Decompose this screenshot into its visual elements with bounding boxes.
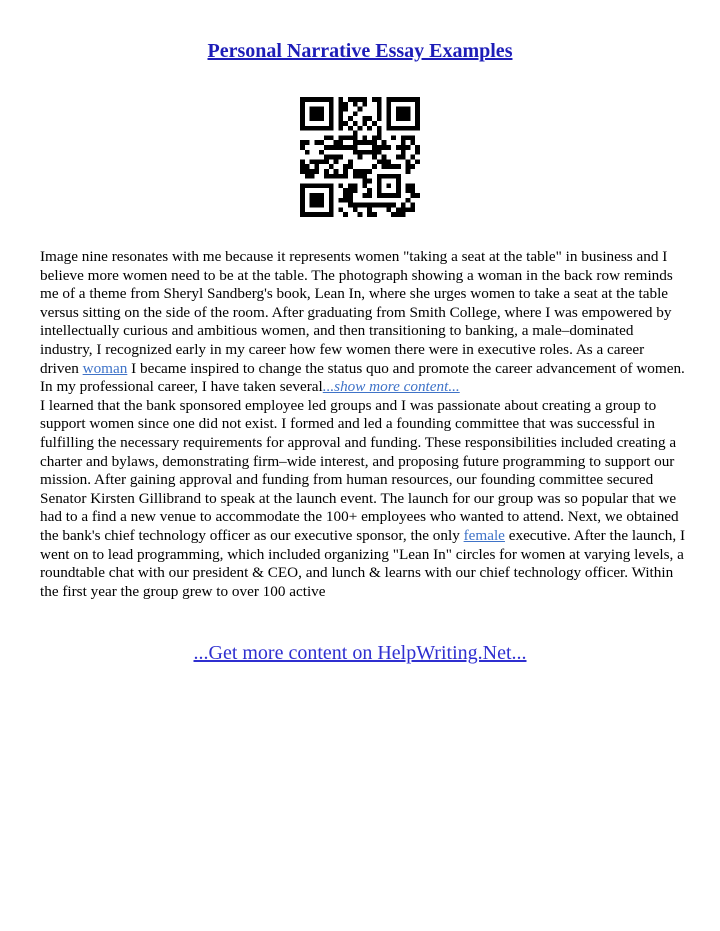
female-link[interactable]: female (463, 526, 505, 544)
paragraph-1-text: Image nine resonates with me because it represents women "taking a seat at the table" in business and I believe more women need to be at the table. The photograph showing a woman in the back row reminds me of a theme from Sheryl Sandberg's book, Lean In, where she urges women to take a seat at the table versus sitting on the side of the room. After graduating from Smith College, where I was empowered by intellectually curious and ambitious women, and then transitioning to banking, a male–dominated industry, I recognized early in my career how few women there were in executive roles. As a career driven (40, 248, 673, 377)
essay-body (40, 248, 685, 601)
paragraph-2-text-cont: executive. After the launch, I went on to lead programming, which included organizing "Lean In" circles for women at varying levels, a roundtable chat with our president & CEO, and lunch & learns with our chief technology officer. Within the first year the group grew to over 100 active (40, 526, 685, 600)
paragraph-2-text: I learned that the bank sponsored employee led groups and I was passionate about creating a group to support women since one did not exist. I formed and led a founding committee that was successful in fulfilling the necessary requirements for approval and funding. These responsibilities included creating a charter and bylaws, demonstrating firm–wide interest, and proposing future programming to support our mission. After gaining approval and funding from human resources, our founding committee secured Senator Kirsten Gillibrand to speak at the launch event. The launch for our group was so popular that we had to a find a new venue to accommodate the 100+ employees who wanted to attend. Next, we obtained the bank's chief technology officer as our executive sponsor, the only (40, 396, 679, 544)
paragraph-1-text-cont: I became inspired to change the status quo and promote the career advancement of women. In my professional career, I have taken several (40, 359, 685, 396)
get-more-content-link[interactable]: ...Get more content on HelpWriting.Net... (193, 642, 527, 664)
show-more-link[interactable]: ...show more content... (322, 378, 460, 396)
page-title[interactable]: Personal Narrative Essay Examples (207, 40, 513, 62)
woman-link[interactable]: woman (82, 359, 128, 377)
qr-code (300, 97, 420, 217)
